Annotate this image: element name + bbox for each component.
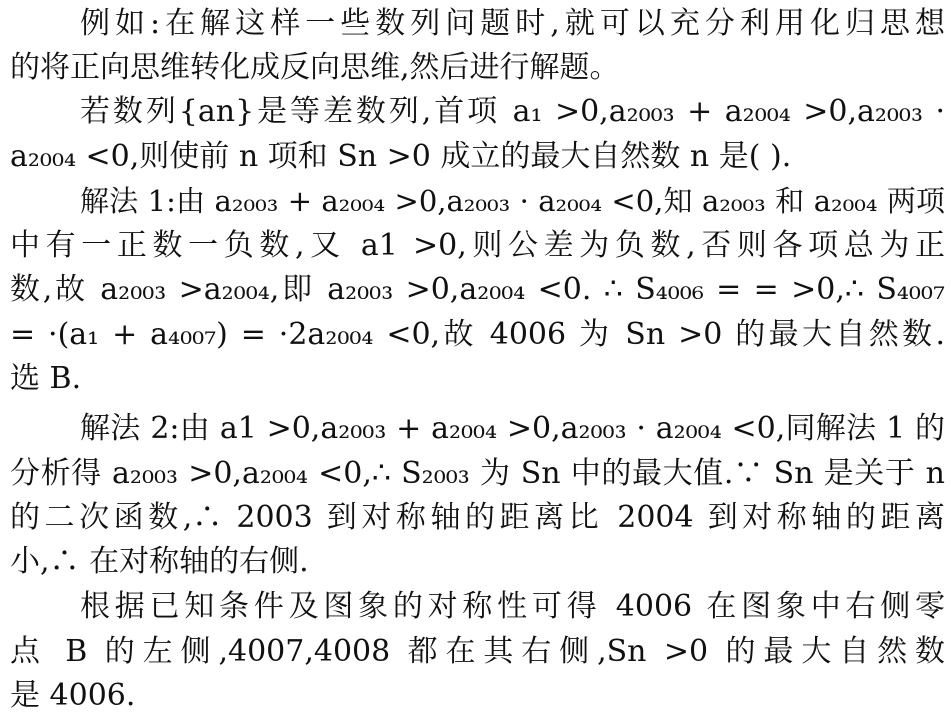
text-line: 中有一正数一负数,又 a1 >0,则公差为负数,否则各项总为正 (10, 228, 945, 263)
text-line: 例如:在解这样一些数列问题时,就可以充分利用化归思想 (80, 6, 945, 41)
text-line: 根据已知条件及图象的对称性可得 4006 在图象中右侧零 (80, 589, 945, 624)
text-line: = ·(a₁ + a₄₀₀₇) = ·2a₂₀₀₄ <0,故 4006 为 Sn >0 的最大自然数. (10, 317, 945, 352)
text-line: 是 4006. (10, 678, 136, 713)
text-line: 若数列{an}是等差数列,首项 a₁ >0,a₂₀₀₃ + a₂₀₀₄ >0,a₂₀₀₃ · (80, 94, 945, 129)
text-line: 的将正向思维转化成反向思维,然后进行解题。 (10, 50, 620, 85)
text-line: a₂₀₀₄ <0,则使前 n 项和 Sn >0 成立的最大自然数 n 是( ). (10, 139, 792, 174)
text-line: 点 B 的左侧,4007,4008 都在其右侧,Sn >0 的最大自然数 (10, 634, 945, 669)
text-line: 数,故 a₂₀₀₃ >a₂₀₀₄,即 a₂₀₀₃ >0,a₂₀₀₄ <0. ∴ S₄₀₀₆ = = >0,∴ S₄₀₀₇ (10, 272, 945, 307)
text-line: 选 B. (10, 361, 82, 396)
text-line: 解法 2:由 a1 >0,a₂₀₀₃ + a₂₀₀₄ >0,a₂₀₀₃ · a₂₀₀₄ <0,同解法 1 的 (80, 411, 945, 446)
text-line: 的二次函数,∴ 2003 到对称轴的距离比 2004 到对称轴的距离 (10, 500, 945, 535)
text-line: 解法 1:由 a₂₀₀₃ + a₂₀₀₄ >0,a₂₀₀₃ · a₂₀₀₄ <0,知 a₂₀₀₃ 和 a₂₀₀₄ 两项 (80, 184, 945, 218)
text-line: 小,∴ 在对称轴的右侧. (10, 544, 309, 579)
text-line: 分析得 a₂₀₀₃ >0,a₂₀₀₄ <0,∴ S₂₀₀₃ 为 Sn 中的最大值.∵ Sn 是关于 n (10, 456, 945, 491)
